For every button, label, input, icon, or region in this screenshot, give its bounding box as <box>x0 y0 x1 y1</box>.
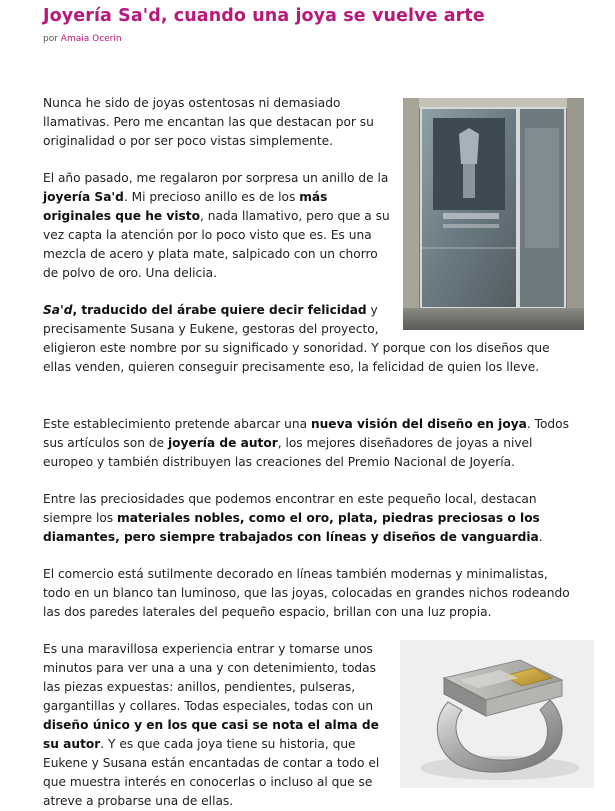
ring-photo <box>400 640 594 788</box>
article-title: Joyería Sa'd, cuando una joya se vuelve arte <box>43 6 485 26</box>
article-body <box>43 94 573 811</box>
p2-text-2: . Mi precioso anillo es de los <box>123 190 300 204</box>
p5-bold-1: materiales nobles, como el oro, plata, piedras preciosas o los diamantes, pero siempre trabajados con líneas y diseños de vanguardia <box>43 511 540 544</box>
p5-text-2: . <box>538 530 543 544</box>
p3-bold-italic: Sa'd <box>43 303 73 317</box>
p4-text-1: Este establecimiento pretende abarcar una <box>43 417 311 431</box>
paragraph-4 <box>43 415 573 472</box>
paragraph-1: Nunca he sido de joyas ostentosas ni demasiado llamativas. Pero me encantan las que destacan por su originalidad o por ser poco vistas simplemente. <box>43 96 374 148</box>
store-front-photo <box>403 98 584 330</box>
p7-text-2: . Y es que cada joya tiene su historia, que Eukene y Susana están encantadas de contar a todo el que muestra interés en conocerlas o incluso al que se atreve a probarse una de ellas. <box>43 737 380 808</box>
p7-bold-1: diseño único y en los que casi se nota el alma de su autor <box>43 718 379 751</box>
p4-bold-1: nueva visión del diseño en joya <box>310 417 527 431</box>
store-front-image <box>403 98 584 330</box>
p3-text-1: y precisamente Susana y Eukene, gestoras del proyecto, eligieron este nombre por su significado y sonoridad. Y porque con los diseños que ellas venden, quieren conseguir precisamente eso, la felicidad de quien los lleve. <box>43 303 550 374</box>
p4-text-3: , los mejores diseñadores de joyas a nivel europeo y también distribuyen las creaciones del Premio Nacional de Joyería. <box>43 436 533 469</box>
p4-bold-2: joyería de autor <box>167 436 278 450</box>
p2-text-1: El año pasado, me regalaron por sorpresa un anillo de la <box>43 171 389 185</box>
p7-text-1: Es una maravillosa experiencia entrar y tomarse unos minutos para ver una a una y con detenimiento, todas las piezas expuestas: anillos, pendientes, pulseras, gargantillas y collares. Todas especiales, todas con un <box>43 642 376 713</box>
paragraph-5 <box>43 490 573 547</box>
author-link[interactable]: Amaia Ocerin <box>60 34 122 44</box>
p5-text-1: Entre las preciosidades que podemos encontrar en este pequeño local, destacan siempre los <box>43 492 537 525</box>
paragraph-6: El comercio está sutilmente decorado en líneas también modernas y minimalistas, todo en un blanco tan luminoso, que las joyas, colocadas en grandes nichos rodeando las dos paredes laterales del pequeño espacio, brillan con una luz propia. <box>43 567 570 619</box>
p2-text-3: , nada llamativo, pero que a su vez capta la atención por lo poco visto que es. Es una mezcla de acero y plata mate, salpicado con un chorro de polvo de oro. Una delicia. <box>43 209 390 280</box>
ring-image <box>400 640 594 788</box>
p3-bold-1: , traducido del árabe quiere decir felicidad <box>72 303 367 317</box>
p2-bold-1: joyería Sa'd <box>43 190 124 204</box>
byline-prefix: por <box>43 34 58 44</box>
p2-bold-2: más originales que he visto <box>43 190 328 223</box>
p4-text-2: . Todos sus artículos son de <box>43 417 569 450</box>
byline <box>43 34 122 44</box>
